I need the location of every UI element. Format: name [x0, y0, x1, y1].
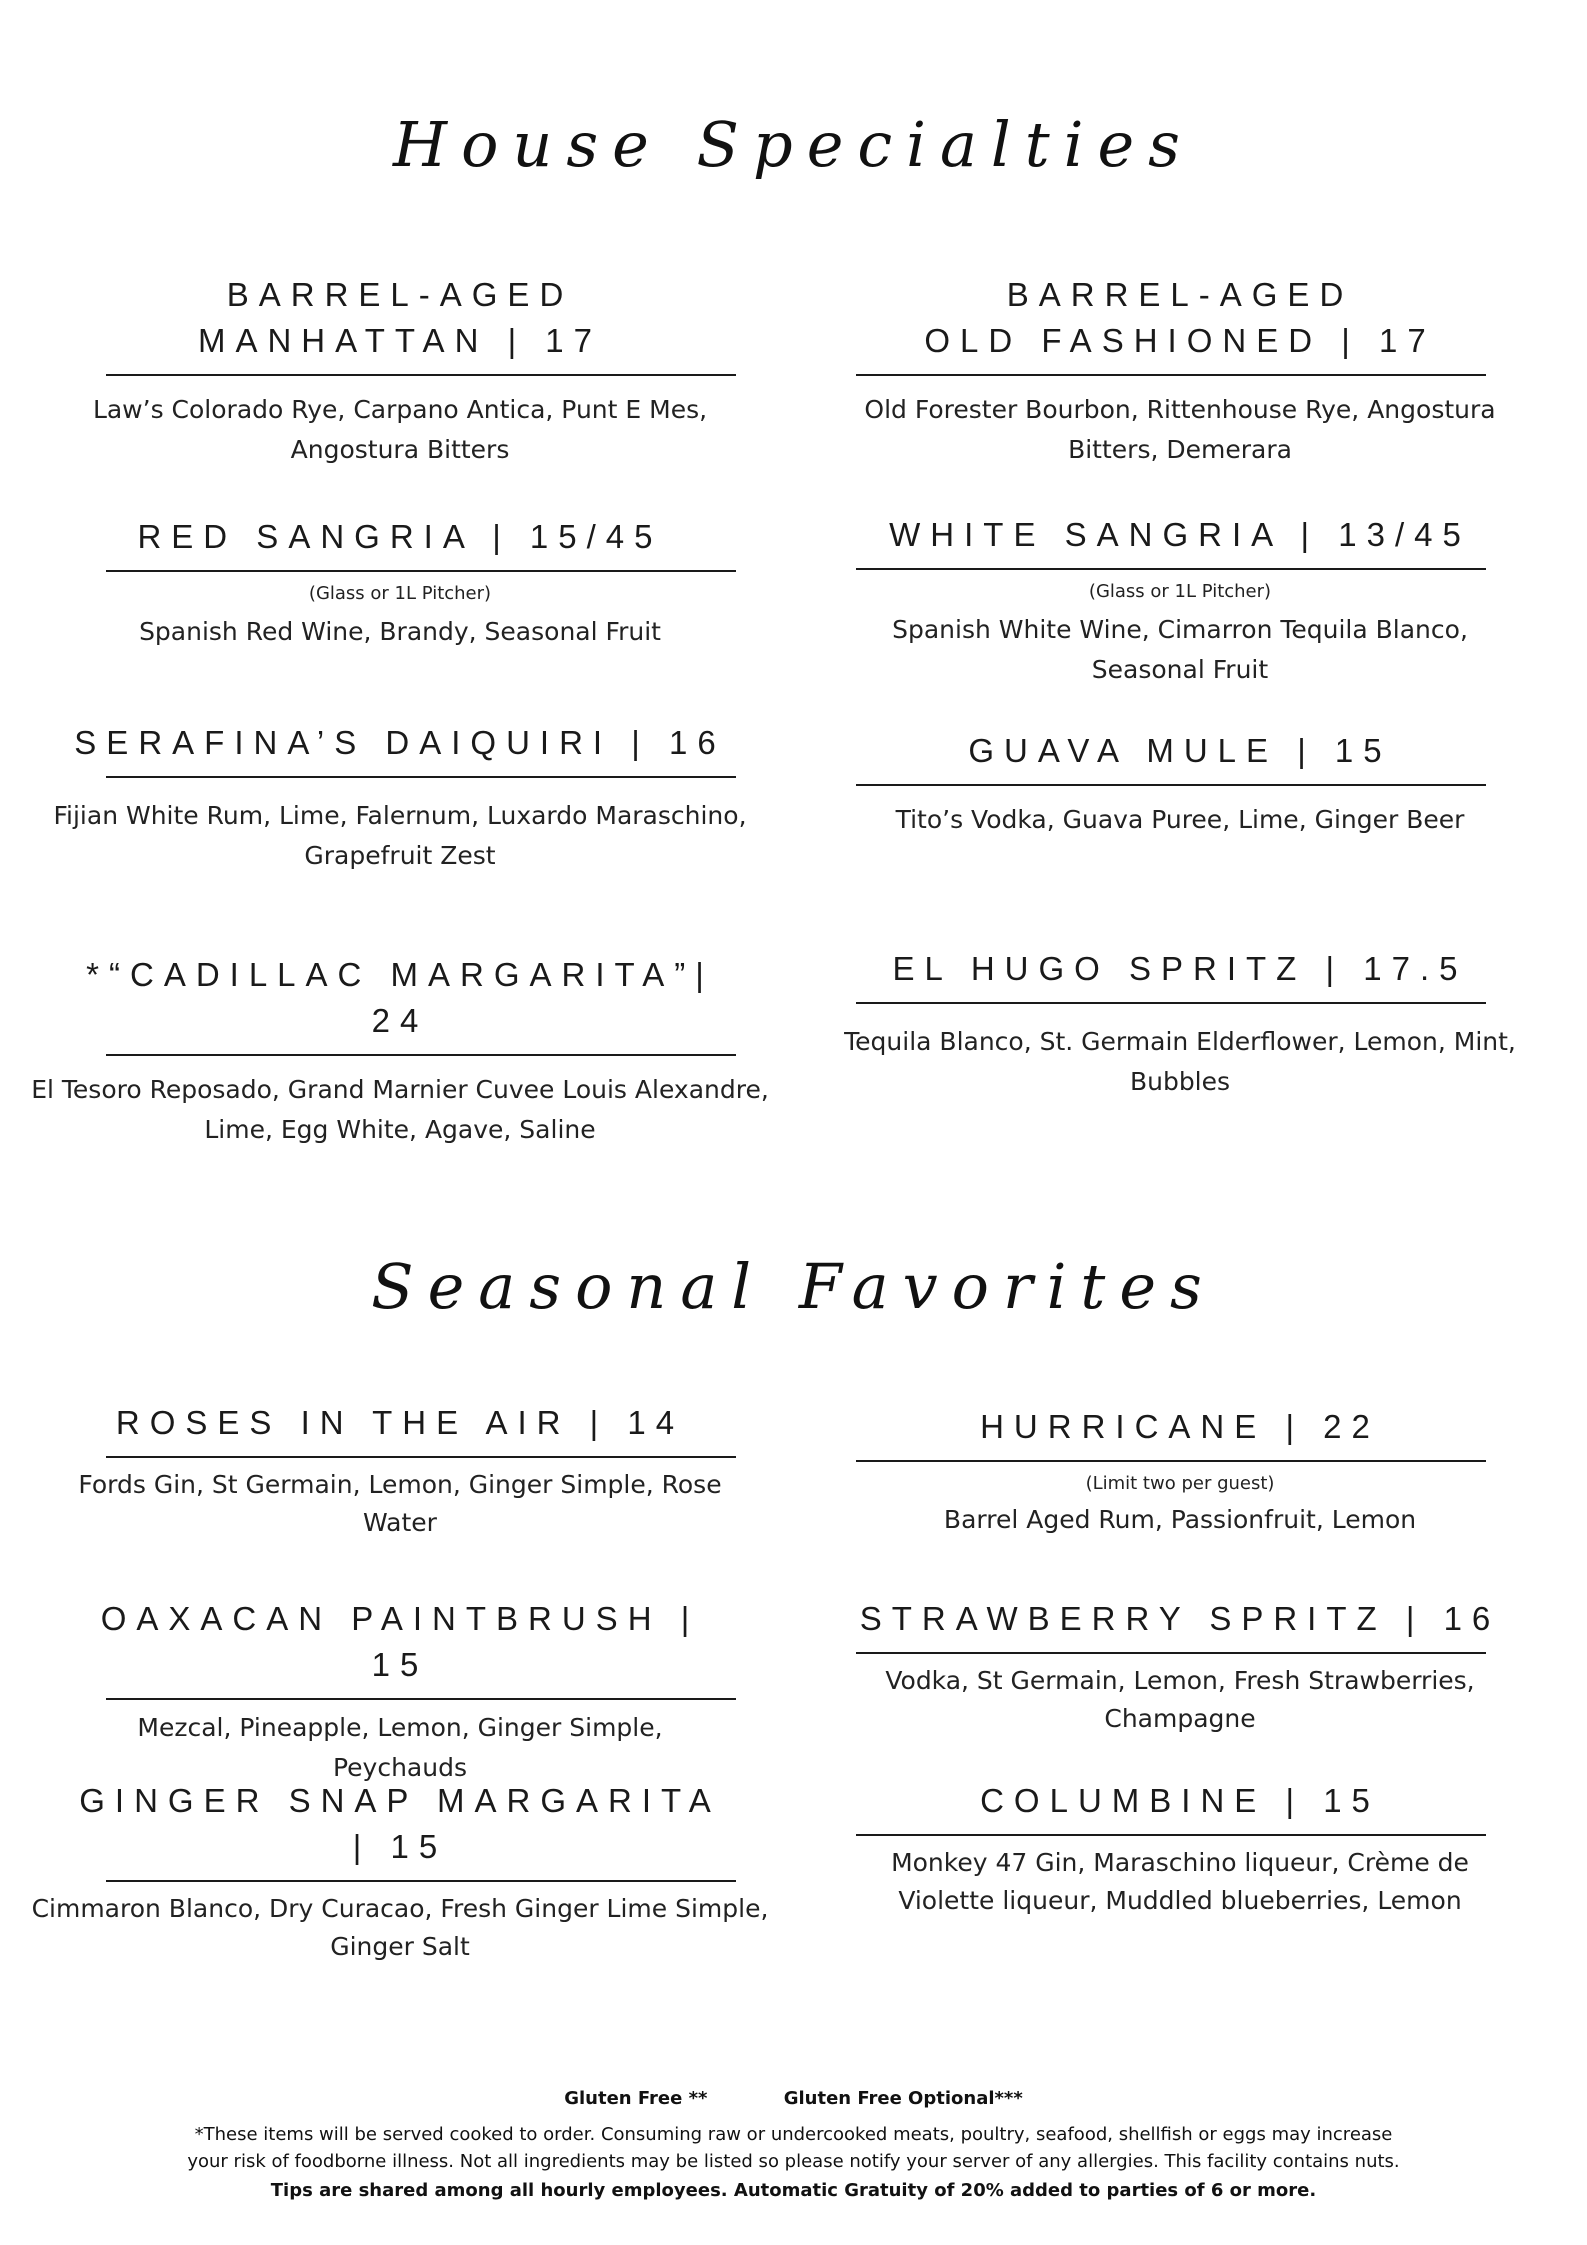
item-title: *“CADILLAC MARGARITA”| 24 — [86, 956, 714, 1039]
divider — [856, 568, 1486, 570]
divider — [106, 570, 736, 572]
menu-item-el-hugo-spritz — [844, 946, 1516, 1102]
gluten-free-label: Gluten Free ** — [564, 2088, 708, 2109]
divider — [856, 374, 1486, 376]
item-description: Fijian White Rum, Lime, Falernum, Luxardo Maraschino, Grapefruit Zest — [53, 801, 747, 870]
divider — [856, 1652, 1486, 1654]
item-description: Old Forester Bourbon, Rittenhouse Rye, Angostura Bitters, Demerara — [864, 395, 1496, 464]
item-title: WHITE SANGRIA | 13/45 — [889, 516, 1471, 553]
menu-item-strawberry-spritz — [850, 1596, 1510, 1738]
item-title: GUAVA MULE | 15 — [968, 732, 1392, 769]
menu-item-red-sangria — [70, 514, 730, 652]
item-title: BARREL-AGED OLD FASHIONED | 17 — [924, 276, 1436, 359]
item-note: (Glass or 1L Pitcher) — [308, 583, 492, 604]
item-description: Mezcal, Pineapple, Lemon, Ginger Simple, Peychauds — [137, 1713, 663, 1782]
menu-item-serafinas-daiquiri — [53, 720, 747, 876]
menu-item-barrel-aged-manhattan — [70, 272, 730, 470]
item-description: Spanish White Wine, Cimarron Tequila Blanco, Seasonal Fruit — [892, 615, 1468, 684]
seasonal-favorites-heading: Seasonal Favorites — [371, 1250, 1216, 1323]
menu-item-guava-mule — [850, 728, 1510, 840]
item-description: Tito’s Vodka, Guava Puree, Lime, Ginger Beer — [895, 805, 1465, 834]
item-description: Monkey 47 Gin, Maraschino liqueur, Crème de Violette liqueur, Muddled blueberries, Lemon — [891, 1848, 1469, 1915]
menu-item-barrel-aged-old-fashioned — [850, 272, 1510, 470]
menu-item-roses-in-the-air — [70, 1400, 730, 1542]
item-description: El Tesoro Reposado, Grand Marnier Cuvee Louis Alexandre, Lime, Egg White, Agave, Saline — [31, 1075, 769, 1144]
item-title: EL HUGO SPRITZ | 17.5 — [892, 950, 1468, 987]
divider — [856, 1002, 1486, 1004]
menu-item-cadillac-margarita — [31, 952, 769, 1150]
item-title: COLUMBINE | 15 — [980, 1782, 1380, 1819]
item-description: Fords Gin, St Germain, Lemon, Ginger Simple, Rose Water — [78, 1470, 722, 1537]
menu-item-oaxacan-paintbrush — [70, 1596, 730, 1788]
item-title: STRAWBERRY SPRITZ | 16 — [859, 1600, 1501, 1637]
item-description: Cimmaron Blanco, Dry Curacao, Fresh Ginger Lime Simple, Ginger Salt — [31, 1894, 769, 1961]
gratuity-note: Tips are shared among all hourly employees. Automatic Gratuity of 20% added to parties of 6 or more. — [270, 2180, 1317, 2201]
menu-item-columbine — [850, 1778, 1510, 1920]
menu-item-ginger-snap-margarita — [31, 1778, 769, 1966]
menu-item-white-sangria — [850, 512, 1510, 690]
item-description: Vodka, St Germain, Lemon, Fresh Strawberries, Champagne — [885, 1666, 1475, 1733]
item-note: (Glass or 1L Pitcher) — [1088, 581, 1272, 602]
item-description: Law’s Colorado Rye, Carpano Antica, Punt E Mes, Angostura Bitters — [92, 395, 708, 464]
item-description: Spanish Red Wine, Brandy, Seasonal Fruit — [139, 617, 661, 646]
divider — [106, 374, 736, 376]
menu-item-hurricane — [850, 1404, 1510, 1540]
divider — [106, 1456, 736, 1458]
item-title: BARREL-AGED MANHATTAN | 17 — [197, 276, 603, 359]
item-description: Tequila Blanco, St. Germain Elderflower, Lemon, Mint, Bubbles — [844, 1027, 1516, 1096]
gluten-free-optional-label: Gluten Free Optional*** — [783, 2088, 1023, 2109]
divider — [106, 776, 736, 778]
item-title: SERAFINA’S DAIQUIRI | 16 — [74, 724, 726, 761]
item-title: RED SANGRIA | 15/45 — [137, 518, 663, 555]
disclaimer-line: your risk of foodborne illness. Not all ingredients may be listed so please notify your server of any allergies. This facility contains nuts. — [187, 2151, 1400, 2172]
divider — [856, 784, 1486, 786]
item-description: Barrel Aged Rum, Passionfruit, Lemon — [943, 1505, 1417, 1534]
item-title: GINGER SNAP MARGARITA | 15 — [79, 1782, 721, 1865]
disclaimer-line: *These items will be served cooked to order. Consuming raw or undercooked meats, poultry, seafood, shellfish or eggs may increase — [194, 2124, 1393, 2145]
item-title: ROSES IN THE AIR | 14 — [115, 1404, 685, 1441]
item-title: OAXACAN PAINTBRUSH | 15 — [100, 1600, 700, 1683]
food-safety-disclaimer — [0, 2121, 1587, 2175]
divider — [106, 1698, 736, 1700]
divider — [856, 1834, 1486, 1836]
item-note: (Limit two per guest) — [1085, 1473, 1275, 1494]
divider — [856, 1460, 1486, 1462]
item-title: HURRICANE | 22 — [980, 1408, 1380, 1445]
divider — [106, 1054, 736, 1056]
house-specialties-heading: House Specialties — [393, 108, 1194, 181]
gluten-free-legend — [0, 2088, 1587, 2109]
divider — [106, 1880, 736, 1882]
